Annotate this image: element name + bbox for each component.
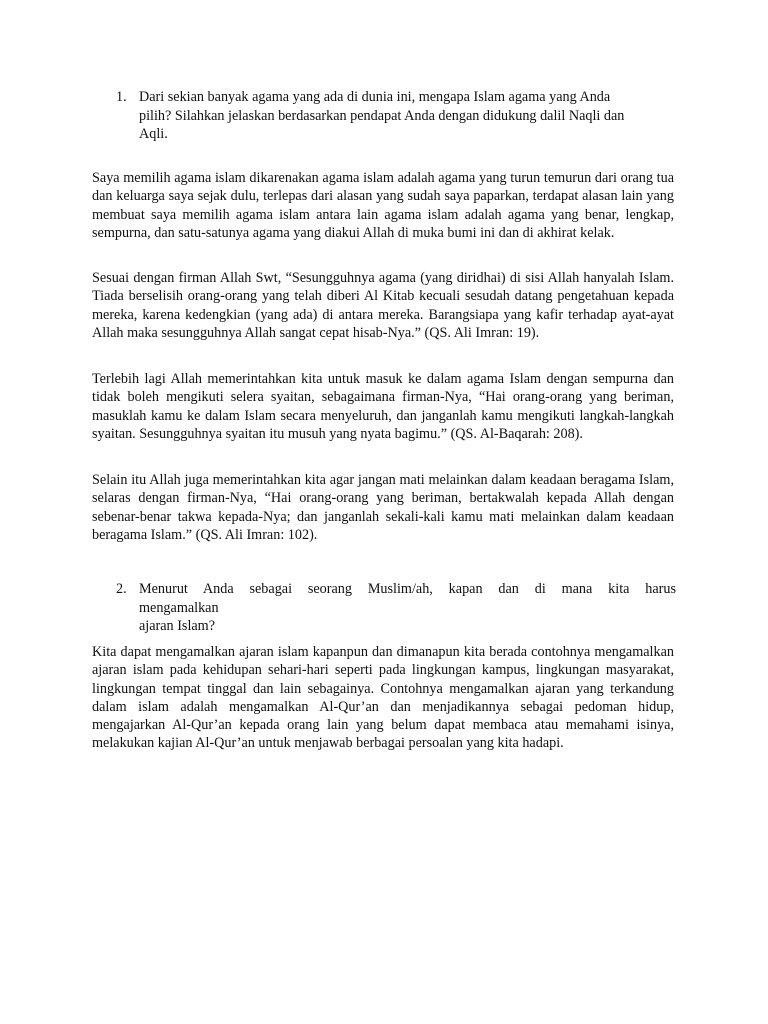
answer-1-paragraph-2: Sesuai dengan firman Allah Swt, “Sesungguhnya agama (yang diridhai) di sisi Allah hanyalah Islam. Tiada berselisih orang-orang yang telah diberi Al Kitab kecuali sesudah datang pengetahuan kepada mereka, karena kedengkian (yang ada) di antara mereka. Barangsiapa yang kafir terhadap ayat-ayat Allah maka sesungguhnya Allah sangat cepat hisab-Nya.” (QS. Ali Imran: 19). bbox=[92, 270, 674, 341]
question-1-line-2: pilih? Silahkan jelaskan berdasarkan pendapat Anda dengan didukung dalil Naqli dan bbox=[139, 107, 625, 124]
answer-1-paragraph-3: Terlebih lagi Allah memerintahkan kita untuk masuk ke dalam agama Islam dengan sempurna dan tidak boleh mengikuti selera syaitan, sebagaimana firman-Nya, “Hai orang-orang yang beriman, masuklah kamu ke dalam Islam secara menyeluruh, dan janganlah kamu mengikuti langkah-langkah syaitan. Sesungguhnya syaitan itu musuh yang nyata bagimu.” (QS. Al-Baqarah: 208). bbox=[92, 371, 674, 442]
question-1 bbox=[92, 88, 676, 144]
question-2-line-3: ajaran Islam? bbox=[139, 618, 216, 634]
answer-1-paragraph-1: Saya memilih agama islam dikarenakan agama islam adalah agama yang turun temurun dari orang tua dan keluarga saya sejak dulu, terlepas dari alasan yang sudah saya paparkan, terdapat alasan lain yang membuat saya memilih agama islam antara lain agama islam adalah agama yang benar, lengkap, sempurna, dan satu-satunya agama yang diakui Allah di muka bumi ini dan di akhirat kelak. bbox=[92, 170, 674, 241]
question-2 bbox=[92, 580, 676, 636]
question-1-line-1: Dari sekian banyak agama yang ada di dunia ini, mengapa Islam agama yang Anda bbox=[139, 89, 611, 105]
question-1-number: 1. bbox=[116, 89, 127, 105]
question-2-line-2: mengamalkan bbox=[139, 599, 219, 616]
question-2-number: 2. bbox=[116, 581, 127, 597]
question-1-text bbox=[139, 88, 676, 144]
answer-2-paragraph-1: Kita dapat mengamalkan ajaran islam kapanpun dan dimanapun kita berada contohnya mengamalkan ajaran islam pada kehidupan sehari-hari seperti pada lingkungan kampus, lingkungan masyarakat, lingkungan tempat tinggal dan lain sebagainya. Contohnya mengamalkan ajaran yang terkandung dalam islam adalah mengamalkan Al-Qur’an dan menjadikannya sebagai pedoman hidup, mengajarkan Al-Qur’an kepada orang lain yang belum dapat membaca atau memahami isinya, melakukan kajian Al-Qur’an untuk menjawab berbagai persoalan yang kita hadapi. bbox=[92, 644, 674, 752]
question-2-line-1: Menurut Anda sebagai seorang Muslim/ah, kapan dan di mana kita harus bbox=[139, 581, 676, 597]
answer-1-paragraph-4: Selain itu Allah juga memerintahkan kita agar jangan mati melainkan dalam keadaan beragama Islam, selaras dengan firman-Nya, “Hai orang-orang yang beriman, bertakwalah kepada Allah dengan sebenar-benar takwa kepada-Nya; dan janganlah sekali-kali kamu mati melainkan dalam keadaan beragama Islam.” (QS. Ali Imran: 102). bbox=[92, 472, 674, 543]
question-2-text bbox=[139, 580, 676, 636]
question-1-line-3: Aqli. bbox=[139, 126, 168, 142]
